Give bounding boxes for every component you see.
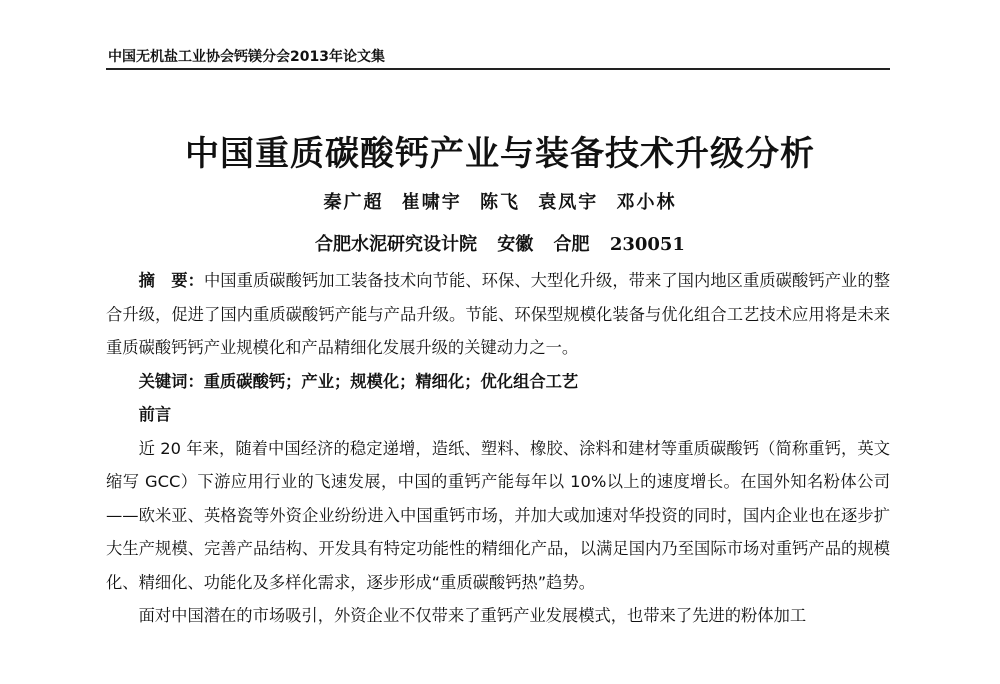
abstract xyxy=(106,264,890,365)
affiliation: 合肥水泥研究设计院 安徽 合肥 230051 xyxy=(315,234,685,255)
section-heading-preface: 前言 xyxy=(138,405,172,424)
abstract-text: 中国重质碳酸钙加工装备技术向节能、环保、大型化升级，带来了国内地区重质碳酸钙产业的整合升级，促进了国内重质碳酸钙产能与产品升级。节能、环保型规模化装备与优化组合工艺技术应用将是未来重质碳酸钙钙产业规模化和产品精细化发展升级的关键动力之一。 xyxy=(106,271,890,357)
paper-body xyxy=(106,264,890,633)
body-paragraph: 面对中国潜在的市场吸引，外资企业不仅带来了重钙产业发展模式，也带来了先进的粉体加工 xyxy=(138,606,807,625)
abstract-label: 摘 要： xyxy=(138,271,204,290)
paper-title: 中国重质碳酸钙产业与装备技术升级分析 xyxy=(185,134,815,174)
body-paragraph: 近 20 年来，随着中国经济的稳定递增，造纸、塑料、橡胶、涂料和建材等重质碳酸钙（简称重钙，英文缩写 GCC）下游应用行业的飞速发展，中国的重钙产能每年以 10%以上的速度增长。在国外知名粉体公司——欧米亚、英格瓷等外资企业纷纷进入中国重钙市场，并加大或加速对华投资的同时，国内企业也在逐步扩大生产规模、完善产品结构、开发具有特定功能性的精细化产品，以满足国内乃至国际市场对重钙产品的规模化、精细化、功能化及多样化需求，逐步形成“重质碳酸钙热”趋势。 xyxy=(106,438,890,592)
header-rule xyxy=(106,68,890,70)
running-header: 中国无机盐工业协会钙镁分会2013年论文集 xyxy=(108,49,385,65)
author-list: 秦广超 崔啸宇 陈飞 袁凤宇 邓小林 xyxy=(323,192,677,213)
keywords: 关键词：重质碳酸钙；产业；规模化；精细化；优化组合工艺 xyxy=(138,371,579,391)
